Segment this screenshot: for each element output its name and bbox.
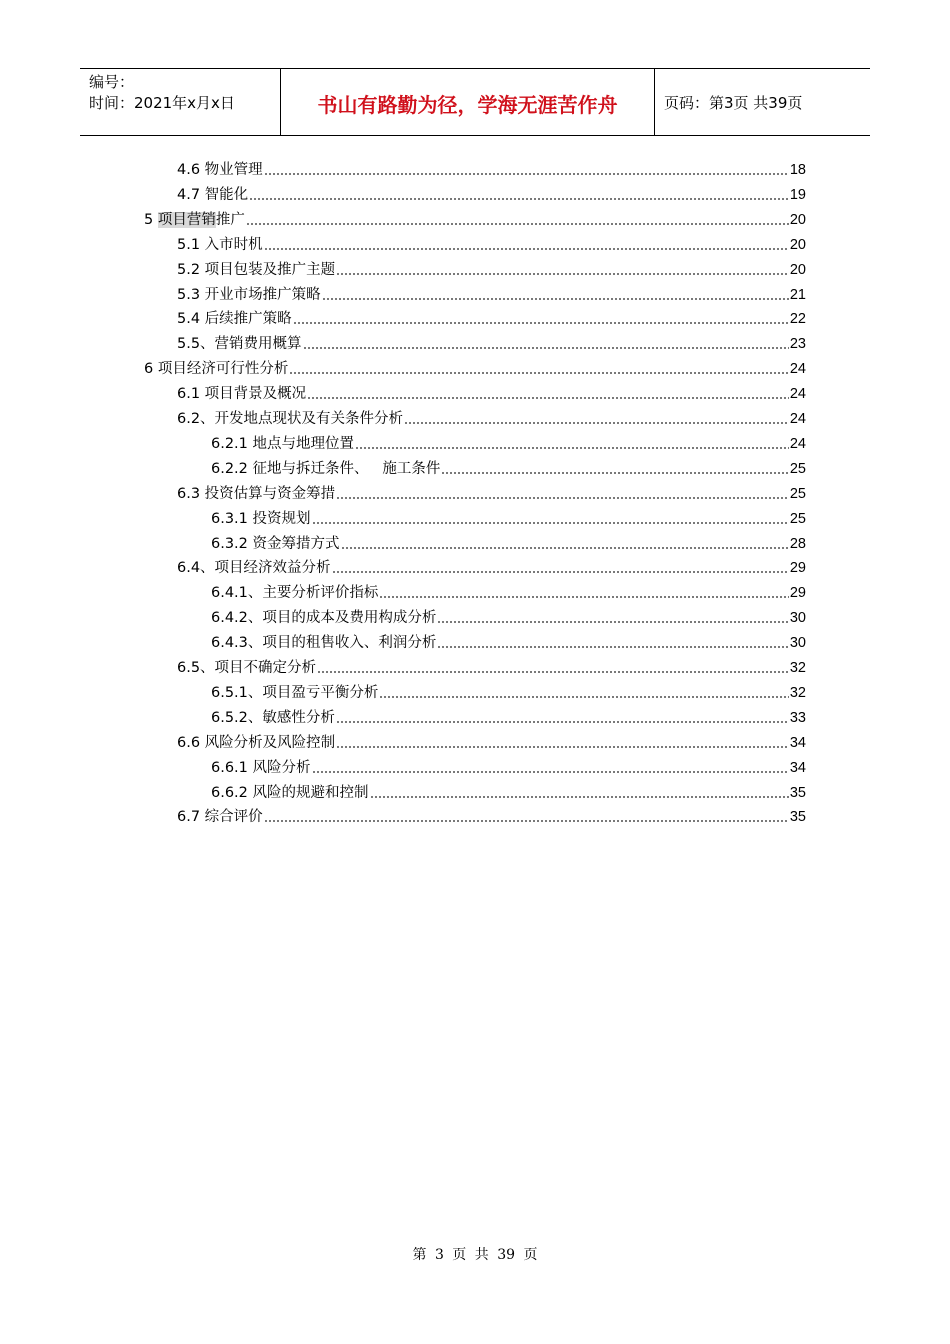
document-number-label: 编号： [89, 73, 135, 91]
toc-entry-label: 6.4.2、项目的成本及费用构成分析 [211, 610, 437, 627]
toc-dot-leader [264, 820, 789, 822]
toc-dot-leader [341, 547, 789, 549]
toc-entry-label: 6.5.1、项目盈亏平衡分析 [211, 684, 379, 701]
toc-dot-leader [336, 721, 789, 723]
toc-entry-page-number: 24 [789, 386, 806, 403]
toc-dot-leader [441, 472, 789, 474]
toc-entry-label: 6.4.1、主要分析评价指标 [211, 585, 379, 602]
toc-dot-leader [249, 198, 789, 200]
toc-entry[interactable] [177, 482, 806, 504]
page-footer [0, 1244, 950, 1264]
toc-entry-label: 5.3 开业市场推广策略 [177, 286, 321, 303]
toc-entry-label: 6.6 风险分析及风险控制 [177, 734, 336, 751]
toc-entry[interactable] [177, 731, 806, 753]
toc-entry-label: 6.6.1 风险分析 [211, 759, 311, 776]
toc-dot-leader [370, 796, 789, 798]
toc-entry-label: 5.5、营销费用概算 [177, 336, 302, 353]
toc-entry-page-number: 21 [789, 286, 806, 303]
toc-entry[interactable] [211, 432, 806, 454]
toc-dot-leader [264, 173, 789, 175]
toc-entry[interactable] [177, 382, 806, 404]
header-page-info: 页码：第3页 共39页 [664, 93, 803, 112]
toc-entry-label: 6.5、项目不确定分析 [177, 660, 317, 676]
toc-entry[interactable] [177, 805, 806, 827]
toc-entry[interactable] [144, 357, 806, 379]
toc-entry-page-number: 28 [789, 535, 806, 552]
toc-entry-label [144, 210, 245, 230]
footer-page-number: 第 3 页 共 39 页 [412, 1247, 538, 1263]
toc-dot-leader [322, 298, 789, 300]
toc-dot-leader [246, 223, 789, 225]
toc-dot-leader [312, 522, 789, 524]
toc-entry-page-number: 30 [789, 635, 806, 652]
toc-entry[interactable] [177, 656, 806, 678]
toc-entry[interactable] [177, 283, 806, 305]
toc-dot-leader [379, 596, 788, 598]
toc-entry[interactable] [177, 233, 806, 255]
toc-entry-label: 5.4 后续推广策略 [177, 311, 292, 328]
header-motto: 书山有路勤为径，学海无涯苦作舟 [317, 92, 618, 117]
toc-dot-leader [336, 273, 789, 275]
toc-entry-page-number: 24 [789, 435, 806, 452]
toc-entry[interactable] [177, 183, 806, 205]
toc-entry-label: 6.3 投资估算与资金筹措 [177, 485, 336, 502]
toc-entry-label: 4.7 智能化 [177, 186, 249, 203]
toc-entry[interactable] [211, 706, 806, 728]
toc-entry-label-prefix: 5 [144, 211, 158, 228]
toc-entry-page-number: 29 [789, 585, 806, 602]
toc-entry-page-number: 24 [789, 411, 806, 427]
toc-entry-label: 6.3.2 资金筹措方式 [211, 535, 340, 552]
toc-entry-label: 6 项目经济可行性分析 [144, 361, 289, 378]
toc-entry[interactable] [211, 756, 806, 778]
toc-entry-label: 6.7 综合评价 [177, 809, 263, 826]
document-time-label: 时间：2021年x月x日 [89, 94, 235, 112]
toc-entry[interactable] [177, 556, 806, 578]
toc-entry[interactable] [211, 631, 806, 653]
toc-entry[interactable] [211, 507, 806, 529]
toc-entry-label: 6.2.1 地点与地理位置 [211, 435, 355, 452]
toc-entry[interactable] [211, 532, 806, 554]
toc-entry[interactable] [211, 606, 806, 628]
toc-entry-page-number: 20 [789, 211, 806, 228]
toc-entry-page-number: 20 [789, 261, 806, 278]
toc-dot-leader [355, 447, 789, 449]
toc-entry-label: 6.5.2、敏感性分析 [211, 709, 335, 726]
toc-entry[interactable] [144, 208, 806, 230]
header-motto-cell [281, 69, 655, 135]
toc-entry-page-number: 24 [789, 361, 806, 378]
toc-dot-leader [289, 372, 789, 374]
toc-entry-label-highlight: 项目营销 [157, 211, 216, 228]
toc-dot-leader [437, 646, 788, 648]
toc-entry-page-number: 18 [789, 162, 806, 178]
toc-dot-leader [264, 248, 789, 250]
toc-entry-page-number: 25 [789, 510, 806, 527]
toc-entry-page-number: 34 [789, 759, 806, 776]
toc-entry-label: 6.4.3、项目的租售收入、利润分析 [211, 635, 437, 652]
page-header [80, 68, 870, 136]
toc-dot-leader [332, 571, 789, 573]
toc-entry[interactable] [177, 407, 806, 429]
toc-entry-page-number: 33 [789, 709, 806, 726]
toc-entry[interactable] [177, 158, 806, 180]
header-page-cell [655, 69, 870, 135]
toc-entry-label: 5.1 入市时机 [177, 236, 263, 253]
toc-entry-page-number: 29 [789, 560, 806, 577]
toc-entry[interactable] [211, 457, 806, 479]
toc-dot-leader [312, 771, 789, 773]
toc-entry-page-number: 20 [789, 236, 806, 253]
toc-dot-leader [317, 671, 789, 673]
toc-dot-leader [336, 497, 789, 499]
toc-dot-leader [307, 397, 789, 399]
toc-entry[interactable] [177, 332, 806, 354]
toc-entry-label: 5.2 项目包装及推广主题 [177, 261, 336, 278]
toc-entry[interactable] [211, 581, 806, 603]
toc-entry-label: 6.4、项目经济效益分析 [177, 560, 331, 577]
toc-entry-page-number: 32 [789, 684, 806, 701]
toc-entry-page-number: 35 [789, 784, 806, 801]
toc-entry-label: 6.1 项目背景及概况 [177, 386, 307, 403]
toc-entry-page-number: 32 [789, 660, 806, 676]
toc-entry-page-number: 25 [789, 460, 806, 477]
toc-dot-leader [437, 621, 788, 623]
toc-entry[interactable] [211, 681, 806, 703]
toc-entry[interactable] [177, 258, 806, 280]
toc-entry-page-number: 34 [789, 734, 806, 751]
toc-entry-label: 4.6 物业管理 [177, 162, 263, 178]
toc-dot-leader [379, 696, 788, 698]
toc-entry-page-number: 23 [789, 336, 806, 353]
header-meta-cell [80, 69, 281, 135]
toc-entry-label: 6.2、开发地点现状及有关条件分析 [177, 411, 404, 427]
toc-entry-page-number: 22 [789, 311, 806, 328]
toc-entry-page-number: 35 [789, 809, 806, 826]
toc-dot-leader [336, 746, 789, 748]
toc-entry[interactable] [211, 781, 806, 803]
toc-entry[interactable] [177, 307, 806, 329]
toc-dot-leader [293, 322, 789, 324]
toc-entry-label: 6.2.2 征地与拆迁条件、 施工条件 [211, 460, 441, 477]
toc-entry-label-suffix: 推广 [215, 211, 245, 228]
toc-entry-label: 6.3.1 投资规划 [211, 510, 311, 527]
toc-dot-leader [404, 422, 789, 424]
toc-dot-leader [303, 347, 789, 349]
toc-entry-page-number: 19 [789, 186, 806, 203]
toc-entry-page-number: 25 [789, 485, 806, 502]
toc-entry-page-number: 30 [789, 610, 806, 627]
toc-entry-label: 6.6.2 风险的规避和控制 [211, 784, 369, 801]
